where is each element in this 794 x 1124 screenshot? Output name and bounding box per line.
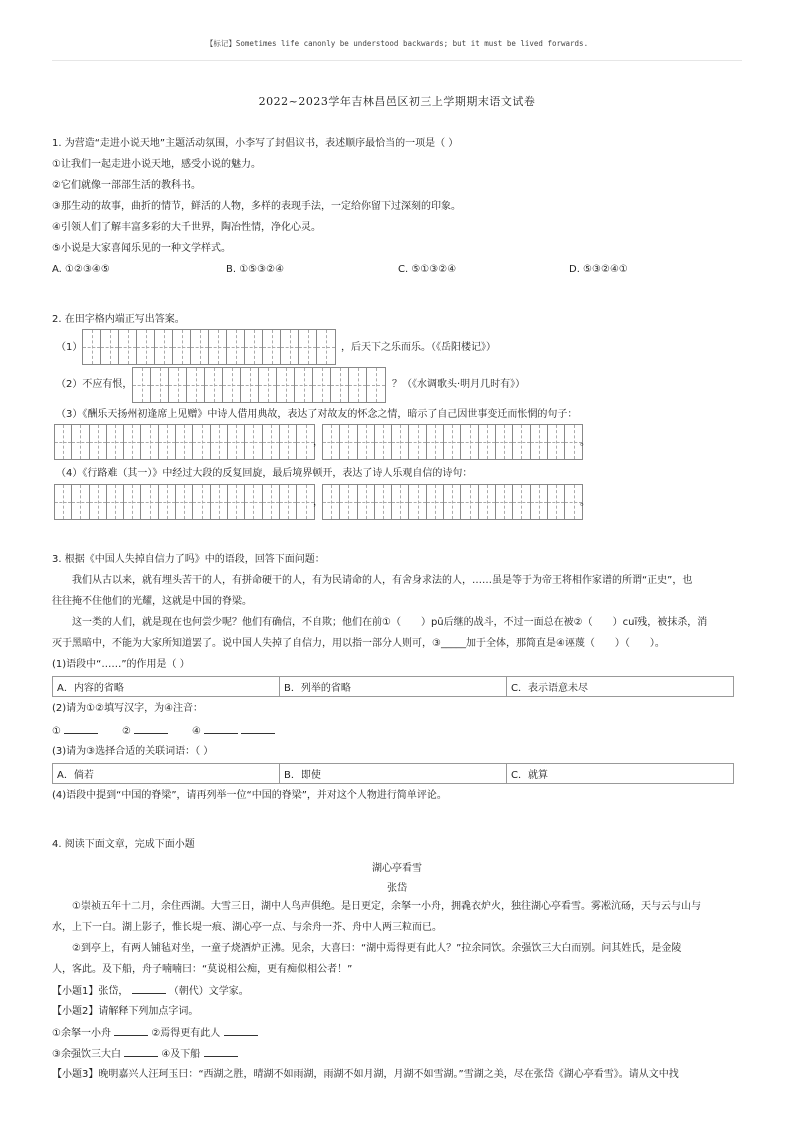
q1-option-c[interactable]: C. ⑤①③②④ (398, 264, 457, 275)
q2-part3-comma: ， (313, 437, 323, 448)
q2-part4-comma: ， (313, 497, 323, 508)
q4-subq2-term: ②焉得更有此人 (151, 1028, 221, 1039)
q4-subq2-term: ①余拏一小舟 (52, 1028, 111, 1039)
q3-sub2-label2: ② (122, 726, 131, 737)
q4-subq1 (52, 984, 249, 999)
q2-part3-period: 。 (580, 437, 590, 448)
q4-subq3: 【小题3】晚明嘉兴人汪珂玉曰：“西湖之胜，晴湖不如雨湖，雨湖不如月湖，月湖不如雪湖。”雪湖之美，尽在张岱《湖心亭看雪》。请从文中找 (52, 1069, 679, 1080)
answer-blank[interactable] (241, 724, 275, 734)
q3-paragraph: 我们从古以来，就有埋头苦干的人，有拼命硬干的人，有为民请命的人，有舍身求法的人，……虽是等于为帝王将相作家谱的所谓“正史”，也 (52, 575, 693, 586)
q2-part4-grid-right[interactable] (322, 484, 583, 520)
answer-blank[interactable] (224, 1026, 258, 1036)
q3-sub2-label1: ① (52, 726, 61, 737)
q3-sub3-options (52, 763, 734, 784)
q3-sub3-option-b[interactable]: B．即使 (280, 764, 507, 784)
header-note: 【标记】Sometimes life canonly be understood backwards; but it must be lived forwards. (205, 39, 589, 48)
q3-sub1-option-c[interactable]: C．表示语意未尽 (507, 677, 734, 697)
q4-stem: 4. 阅读下面文章，完成下面小题 (52, 839, 195, 850)
q4-subq2-term: ③余强饮三大白 (52, 1049, 121, 1060)
q3-sub4: (4)语段中提到“中国的脊梁”，请再列举一位“中国的脊梁”，并对这个人物进行简单评论。 (52, 790, 447, 801)
q1-item: ②它们就像一部部生活的教科书。 (52, 180, 201, 191)
q2-part1-label: （1） (56, 342, 83, 353)
answer-blank[interactable] (134, 724, 168, 734)
q1-option-b[interactable]: B. ①⑤③②④ (226, 264, 285, 275)
q4-paragraph: ①崇祯五年十二月，余住西湖。大雪三日，湖中人鸟声俱绝。是日更定，余拏一小舟，拥毳衣炉火，独往湖心亭看雪。雾凇沆砀，天与云与山与 (52, 901, 701, 912)
article-title: 湖心亭看雪 (372, 863, 422, 874)
q1-item: ①让我们一起走进小说天地，感受小说的魅力。 (52, 159, 261, 170)
q2-part4-period: 。 (580, 497, 590, 508)
q4-subq2-term: ④及下船 (161, 1049, 201, 1060)
q4-subq2: 【小题2】请解释下列加点字词。 (52, 1006, 199, 1017)
page-title: 2022~2023学年吉林昌邑区初三上学期期末语文试卷 (258, 95, 536, 108)
q2-part2-label: （2）不应有恨， (56, 379, 133, 390)
q4-subq2-row1 (52, 1026, 258, 1041)
q3-sub2-blank1[interactable] (52, 724, 98, 739)
q4-paragraph: ②到亭上，有两人铺毡对坐，一童子烧酒炉正沸。见余，大喜曰：“湖中焉得更有此人？”拉余同饮。余强饮三大白而别。问其姓氏，是金陵 (52, 943, 682, 954)
q2-part2-suffix: ？（《水调歌头·明月几时有》） (392, 379, 526, 390)
answer-blank[interactable] (124, 1047, 158, 1057)
q2-part4-text: （4）《行路难（其一）》中经过大段的反复回旋，最后境界顿开，表达了诗人乐观自信的诗句： (56, 468, 473, 479)
q4-paragraph: 水，上下一白。湖上影子，惟长堤一痕、湖心亭一点、与余舟一芥、舟中人两三粒而已。 (52, 922, 442, 933)
q1-option-a[interactable]: A. ①②③④⑤ (52, 264, 110, 275)
q1-option-d[interactable]: D. ⑤③②④① (569, 264, 628, 275)
q2-part3-grid-right[interactable] (322, 424, 583, 460)
q4-paragraph: 人，客此。及下船，舟子喃喃曰：“莫说相公痴，更有痴似相公者！” (52, 964, 353, 975)
q2-part1-grid[interactable] (82, 329, 336, 365)
q2-stem: 2. 在田字格内端正写出答案。 (52, 314, 185, 325)
header-divider (52, 60, 742, 61)
q4-subq1-prefix: 【小题1】张岱， (52, 986, 129, 997)
q4-subq1-suffix: （朝代）文学家。 (168, 986, 249, 997)
answer-blank[interactable] (204, 1047, 238, 1057)
q3-paragraph: 灭于黑暗中，不能为大家所知道罢了。说中国人失掉了自信力，用以指一部分人则可，③_____加于全体，那简直是④诬蔑（ ）（ ）。 (52, 638, 665, 649)
q3-sub3: (3)请为③选择合适的关联词语：（ ） (52, 746, 214, 757)
q3-stem: 3. 根据《中国人失掉自信力了吗》中的语段，回答下面问题： (52, 554, 325, 565)
q1-item: ③那生动的故事，曲折的情节，鲜活的人物，多样的表现手法，一定给你留下过深刻的印象。 (52, 201, 461, 212)
q2-part4-grid-left[interactable] (54, 484, 315, 520)
q3-sub2-blank2[interactable] (122, 724, 168, 739)
q3-paragraph: 这一类的人们，就是现在也何尝少呢？他们有确信，不自欺；他们在前①（ ）pū后继的战斗，不过一面总在被②（ ）cuī残，被抹杀，消 (52, 617, 708, 628)
answer-blank[interactable] (114, 1026, 148, 1036)
q3-sub1-option-a[interactable]: A．内容的省略 (53, 677, 280, 697)
article-author: 张岱 (387, 883, 407, 894)
q1-stem: 1. 为营造“走进小说天地”主题活动氛围，小李写了封倡议书，表述顺序最恰当的一项是（ ） (52, 138, 459, 149)
q3-sub1: (1)语段中“……”的作用是（ ） (52, 659, 190, 670)
q3-sub3-option-a[interactable]: A．倘若 (53, 764, 280, 784)
q2-part2-grid[interactable] (132, 367, 386, 403)
answer-blank[interactable] (64, 724, 98, 734)
q3-sub1-option-b[interactable]: B．列举的省略 (280, 677, 507, 697)
q4-subq2-row2 (52, 1047, 238, 1062)
q2-part3-grid-left[interactable] (54, 424, 315, 460)
q3-sub2-blank4[interactable] (192, 724, 275, 739)
q1-item: ④引领人们了解丰富多彩的大千世界，陶冶性情，净化心灵。 (52, 222, 321, 233)
answer-blank[interactable] (204, 724, 238, 734)
answer-blank[interactable] (132, 984, 166, 994)
q3-paragraph: 往往掩不住他们的光耀，这就是中国的脊梁。 (52, 596, 252, 607)
q3-sub3-option-c[interactable]: C．就算 (507, 764, 734, 784)
q2-part1-suffix: ，后天下之乐而乐。（《岳阳楼记》） (341, 342, 496, 353)
q3-sub2: (2)请为①②填写汉字，为④注音： (52, 703, 204, 714)
q2-part3-text: （3）《酬乐天扬州初逢席上见赠》中诗人借用典故，表达了对故友的怀念之情，暗示了自己因世事变迁而怅惘的句子： (56, 409, 578, 420)
q3-sub2-label4: ④ (192, 726, 201, 737)
q3-sub1-options (52, 676, 734, 697)
q1-item: ⑤小说是大家喜闻乐见的一种文学样式。 (52, 243, 231, 254)
